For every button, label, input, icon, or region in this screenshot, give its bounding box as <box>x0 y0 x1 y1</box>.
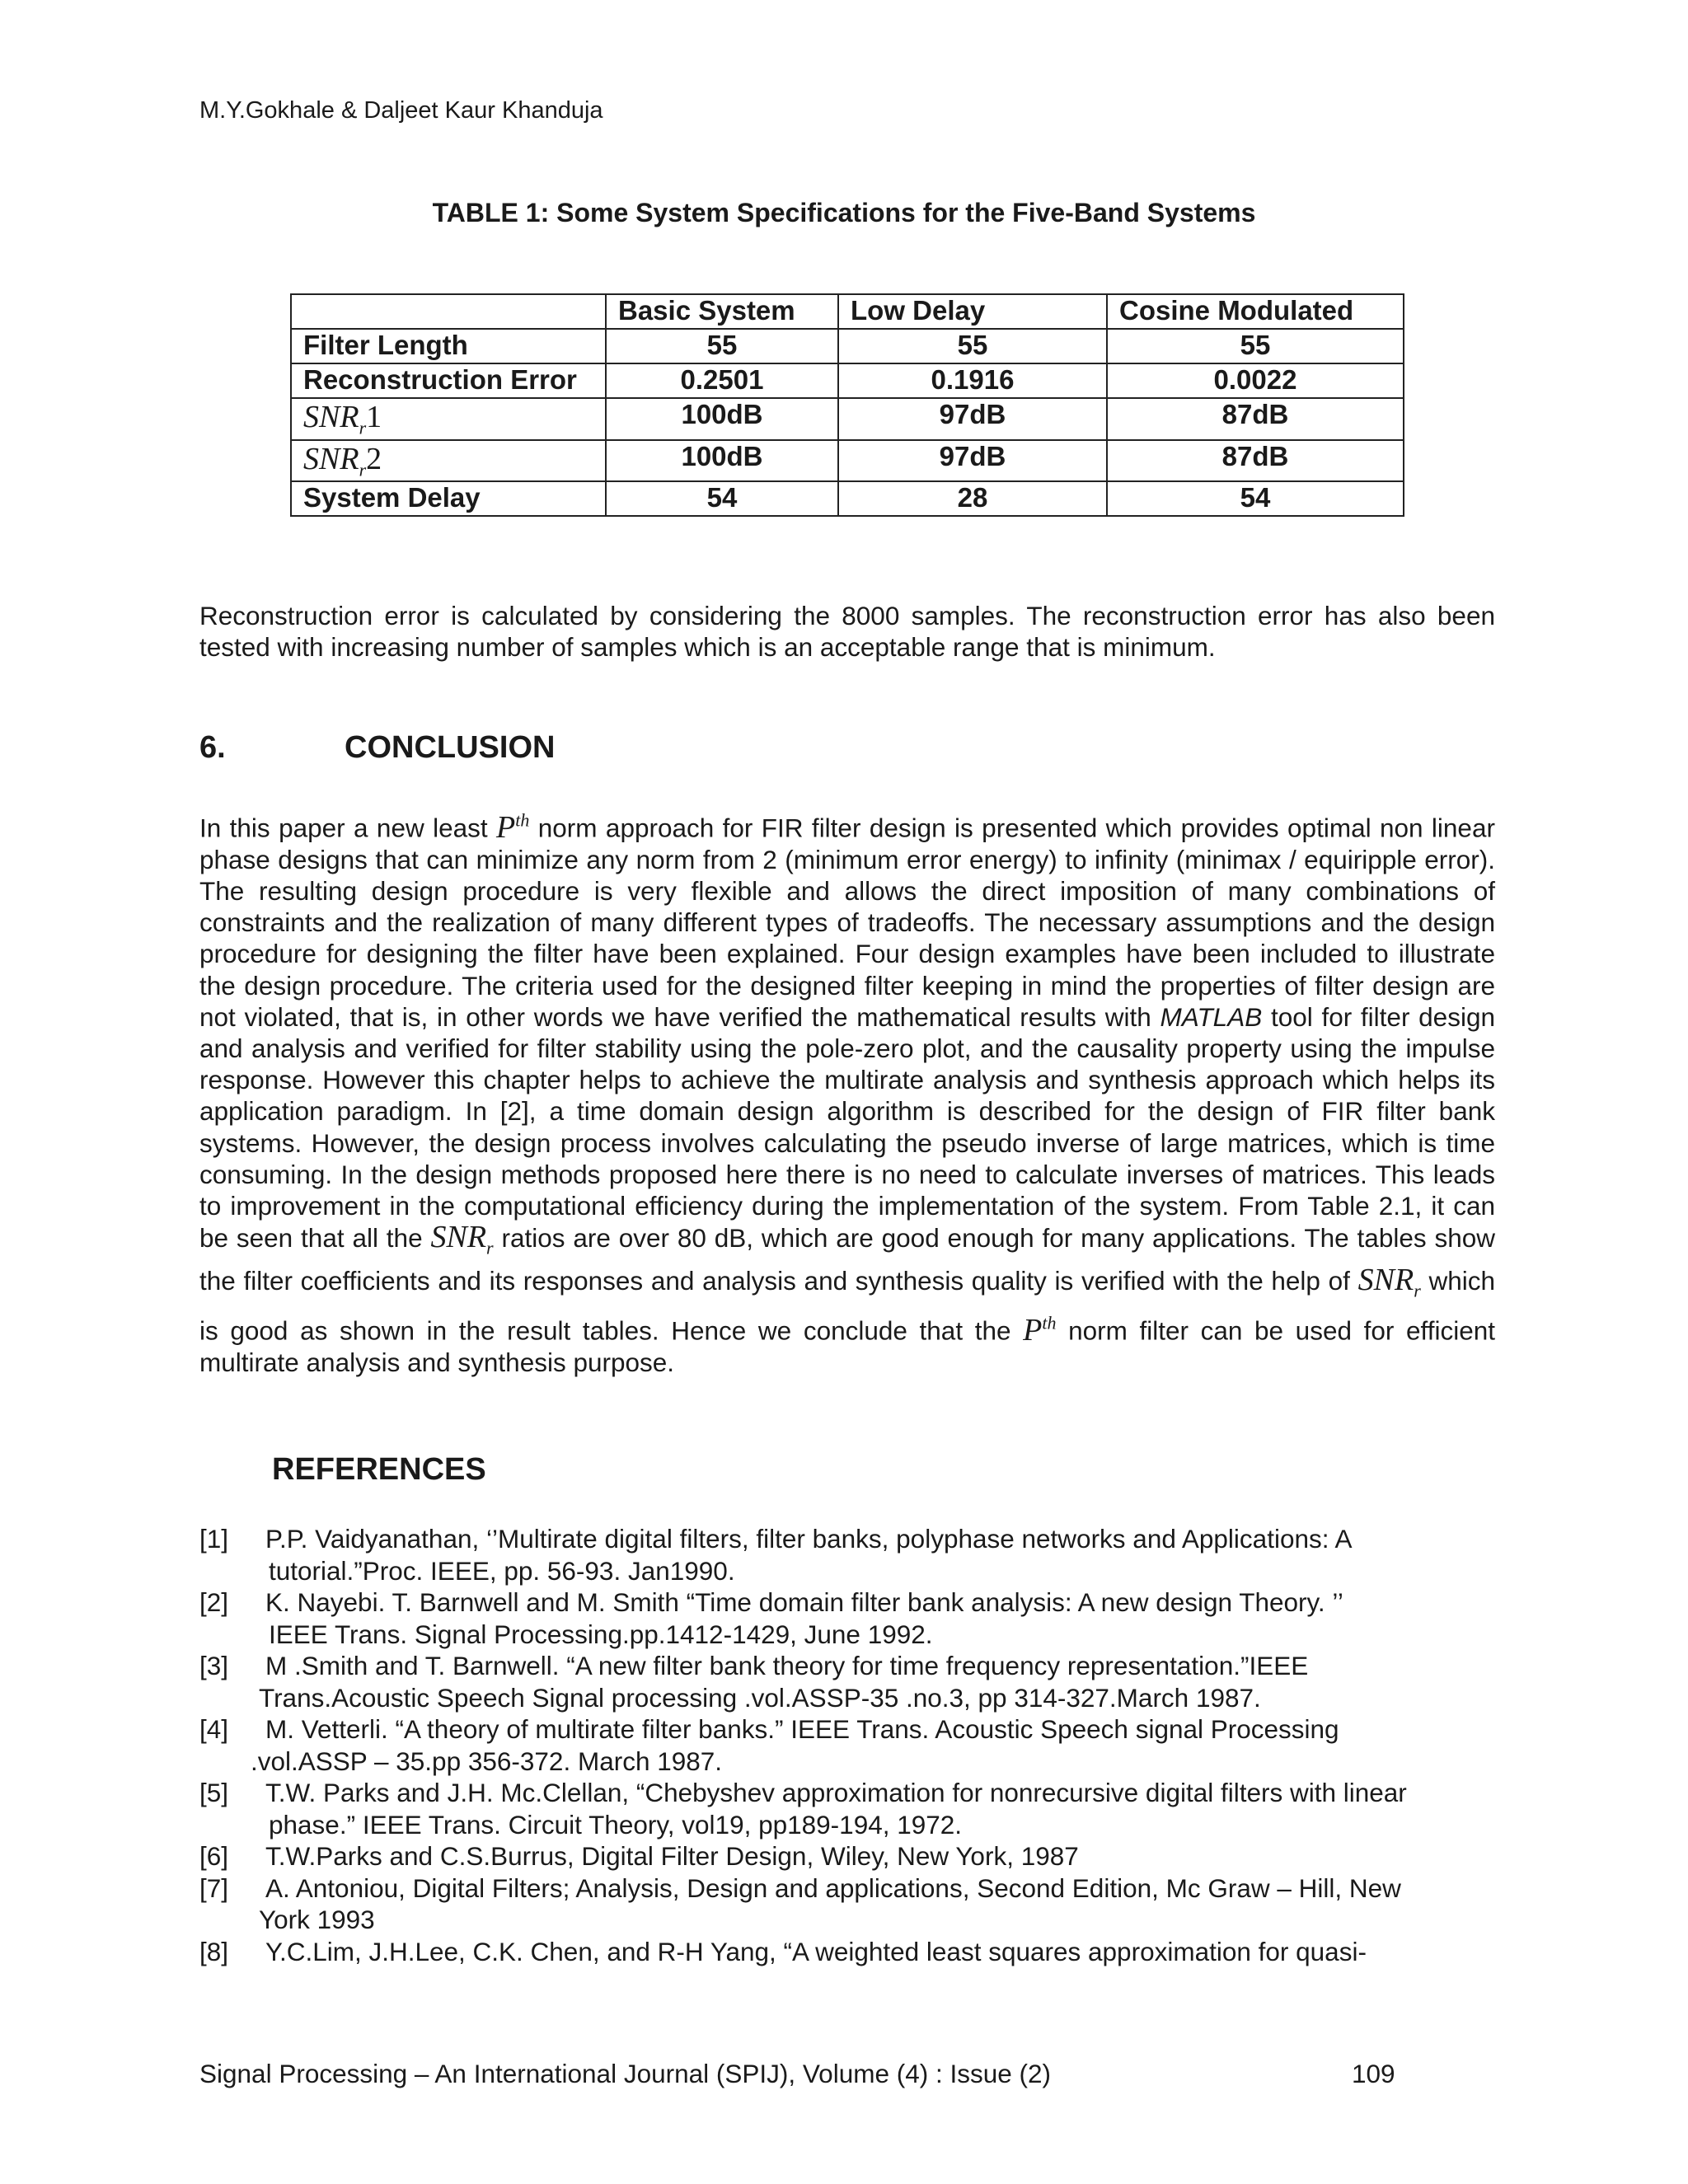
table-cell: 28 <box>838 481 1107 516</box>
reference-number: [7] <box>199 1872 229 1903</box>
reference-item <box>199 1586 1518 1650</box>
table-caption: TABLE 1: Some System Specifications for the Five-Band Systems <box>432 198 1256 227</box>
snr-index: 2 <box>366 441 382 476</box>
snr-subscript: r <box>359 459 367 480</box>
reference-number: [5] <box>199 1778 229 1807</box>
reference-item <box>199 1713 1518 1777</box>
reference-item <box>199 1840 1518 1872</box>
page-number: 109 <box>1352 2059 1395 2088</box>
reference-text: Y.C.Lim, J.H.Lee, C.K. Chen, and R-H Yang, “A weighted least squares approximation for quasi- <box>265 1936 1367 1966</box>
table-row <box>291 363 1404 398</box>
reference-list <box>199 1523 1518 1967</box>
reference-text: T.W.Parks and C.S.Burrus, Digital Filter Design, Wiley, New York, 1987 <box>265 1841 1079 1871</box>
reference-number: [3] <box>199 1651 229 1680</box>
conclusion-text: tool for filter design and analysis and verified for filter stability using the pole-zero plot, and the causality property using the impulse response. However this chapter helps to achieve the multirate analysis and synthesis approach which helps its application paradigm. In [2], a time domain design algorithm is described for the design of FIR filter bank systems. However, the design process involves calculating the pseudo inverse of large matrices, which is time consuming. In the design methods proposed here there is no need to calculate inverses of matrices. This leads to improvement in the computational efficiency during the implementation of the system. From Table 2.1, it can be seen that all the <box>199 1001 1495 1254</box>
table-cell: 97dB <box>838 398 1107 440</box>
table-cell: 97dB <box>838 440 1107 482</box>
reference-number: [6] <box>199 1841 229 1871</box>
table-cell: 54 <box>1107 481 1404 516</box>
section-number: 6. <box>199 730 226 765</box>
reference-text: K. Nayebi. T. Barnwell and M. Smith “Time domain filter bank analysis: A new design Theory. ’’ <box>265 1587 1343 1617</box>
reference-text: York 1993 <box>259 1905 375 1934</box>
table-header-cell: Low Delay <box>838 294 1107 329</box>
row-label: Reconstruction Error <box>291 363 606 398</box>
reference-text: tutorial.”Proc. IEEE, pp. 56-93. Jan1990. <box>269 1555 735 1586</box>
reference-text: Trans.Acoustic Speech Signal processing .vol.ASSP-35 .no.3, pp 314-327.March 1987. <box>259 1682 1261 1713</box>
table-cell: 87dB <box>1107 398 1404 440</box>
paragraph-text: Reconstruction error is calculated by considering the 8000 samples. The reconstruction error has also been tested with increasing number of samples which is an acceptable range that is minimum. <box>199 601 1495 662</box>
snr-symbol: $SNR_r$ <box>1357 1263 1421 1301</box>
table-header-row <box>291 294 1404 329</box>
row-label <box>291 398 606 440</box>
table-row <box>291 481 1404 516</box>
reference-item <box>199 1523 1518 1586</box>
table-cell: 100dB <box>606 440 838 482</box>
table-cell: 54 <box>606 481 838 516</box>
reference-text: IEEE Trans. Signal Processing.pp.1412-1429, June 1992. <box>269 1619 933 1649</box>
matlab-term: MATLAB <box>1160 1001 1263 1032</box>
conclusion-paragraph <box>199 804 1495 1378</box>
table-header-cell: Cosine Modulated <box>1107 294 1404 329</box>
table-row <box>291 329 1404 363</box>
snr-subscript: r <box>359 417 367 438</box>
snr-symbol: $SNR_r$ <box>430 1220 494 1258</box>
conclusion-text: ratios are over 80 dB, which are good enough for many applications. The tables show the filter coefficients and its responses and analysis and synthesis quality is verified with the help of <box>199 1223 1495 1296</box>
table-cell: 100dB <box>606 398 838 440</box>
references-title: REFERENCES <box>272 1452 486 1487</box>
conclusion-text: In this paper a new least <box>199 813 488 843</box>
table-cell: 0.1916 <box>838 363 1107 398</box>
row-label <box>291 440 606 482</box>
reference-text: T.W. Parks and J.H. Mc.Clellan, “Chebyshev approximation for nonrecursive digital filters with linear <box>265 1778 1407 1807</box>
conclusion-text: norm approach for FIR filter design is presented which provides optimal non linear phase designs that can minimize any norm from 2 (minimum error energy) to infinity (minimax / equiripple error). The resulting design procedure is very flexible and allows the direct imposition of many combinations of constraints and the realization of many different types of tradeoffs. The necessary assumptions and the design procedure for designing the filter have been explained. Four design examples have been included to illustrate the design procedure. The criteria used for the designed filter keeping in mind the properties of filter design are not violated, that is, in other words we have verified the mathematical results with <box>199 813 1495 1032</box>
reference-number: [1] <box>199 1524 229 1554</box>
table-cell: 55 <box>606 329 838 363</box>
reference-item <box>199 1650 1518 1713</box>
table-cell: 0.2501 <box>606 363 838 398</box>
reference-item <box>199 1872 1518 1936</box>
reference-item <box>199 1936 1518 1968</box>
paragraph-after-table <box>199 600 1495 663</box>
reference-item <box>199 1777 1518 1840</box>
pth-symbol: $P^{th}$ <box>496 809 530 845</box>
reference-number: [8] <box>199 1936 229 1966</box>
conclusion-text: norm filter can be used for efficient multirate analysis and synthesis purpose. <box>199 1315 1495 1377</box>
pth-symbol: $P^{th}$ <box>1023 1311 1057 1347</box>
table-row <box>291 440 1404 482</box>
row-label: System Delay <box>291 481 606 516</box>
snr-index: 1 <box>366 400 382 434</box>
table-cell: 87dB <box>1107 440 1404 482</box>
reference-text: P.P. Vaidyanathan, ‘’Multirate digital filters, filter banks, polyphase networks and Applications: A <box>265 1524 1353 1554</box>
reference-text: M .Smith and T. Barnwell. “A new filter bank theory for time frequency representation.”IEEE <box>265 1651 1309 1680</box>
conclusion-text: which is good as shown in the result tables. Hence we conclude that the <box>199 1266 1495 1346</box>
row-label: Filter Length <box>291 329 606 363</box>
table-header-cell: Basic System <box>606 294 838 329</box>
spec-table <box>290 293 1404 517</box>
reference-text: A. Antoniou, Digital Filters; Analysis, Design and applications, Second Edition, Mc Graw – Hill, New <box>265 1872 1401 1903</box>
footer-journal: Signal Processing – An International Journal (SPIJ), Volume (4) : Issue (2) <box>199 2059 1052 2088</box>
reference-text: phase.” IEEE Trans. Circuit Theory, vol19, pp189-194, 1972. <box>269 1809 963 1840</box>
running-header: M.Y.Gokhale & Daljeet Kaur Khanduja <box>199 97 603 124</box>
table-cell: 55 <box>838 329 1107 363</box>
snr-symbol: SNR <box>303 441 359 476</box>
table-cell: 55 <box>1107 329 1404 363</box>
section-title: CONCLUSION <box>345 730 556 765</box>
reference-number: [4] <box>199 1714 229 1744</box>
snr-symbol: SNR <box>303 400 359 434</box>
table-header-cell <box>291 294 606 329</box>
table-row <box>291 398 1404 440</box>
table-cell: 0.0022 <box>1107 363 1404 398</box>
reference-number: [2] <box>199 1587 229 1617</box>
reference-text: M. Vetterli. “A theory of multirate filter banks.” IEEE Trans. Acoustic Speech signal Processing <box>265 1714 1339 1744</box>
reference-text: .vol.ASSP – 35.pp 356-372. March 1987. <box>251 1746 723 1776</box>
